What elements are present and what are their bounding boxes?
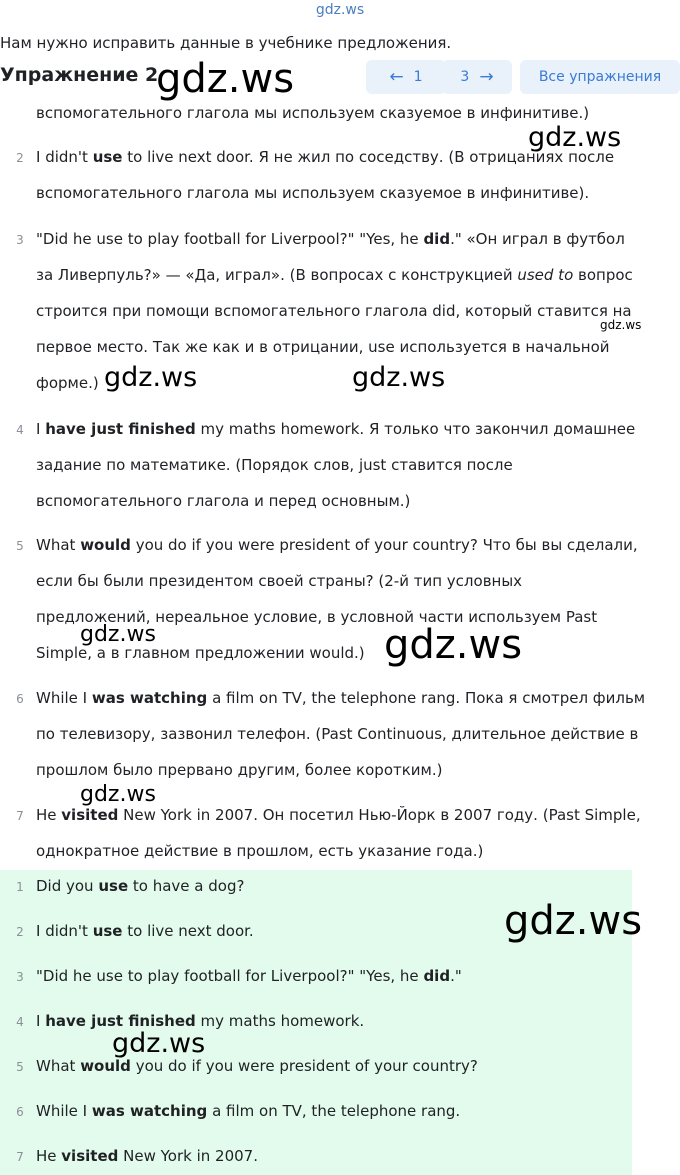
answer-line: Did you use to have a dog?: [36, 877, 245, 895]
watermark: gdz.ws: [600, 318, 642, 332]
item-number: 5: [16, 539, 24, 553]
explanation-line: прошлом было прервано другим, более коротким.): [36, 761, 443, 779]
explanation-line: What would you do if you were president of your country? Что бы вы сделали,: [36, 536, 638, 554]
answer-line: I didn't use to live next door.: [36, 922, 254, 940]
explanation-line: по телевизору, зазвонил телефон. (Past Continuous, длительное действие в: [36, 725, 639, 743]
answer-line: He visited New York in 2007.: [36, 1147, 258, 1165]
watermark: gdz.ws: [104, 362, 198, 393]
answer-number: 5: [16, 1060, 24, 1074]
intro-text: Нам нужно исправить данные в учебнике предложения.: [0, 34, 452, 52]
answer-line: I have just finished my maths homework.: [36, 1012, 365, 1030]
watermark: gdz.ws: [504, 898, 643, 944]
explanation-line: While I was watching a film on TV, the telephone rang. Пока я смотрел фильм: [36, 689, 646, 707]
item-number: 4: [16, 423, 24, 437]
answer-number: 3: [16, 970, 24, 984]
watermark: gdz.ws: [352, 362, 446, 393]
all-exercises-label: Все упражнения: [538, 69, 662, 85]
answer-number: 2: [16, 925, 24, 939]
answer-number: 4: [16, 1015, 24, 1029]
explanation-line: первое место. Так же как и в отрицании, use используется в начальной: [36, 338, 610, 356]
explanation-line: I didn't use to live next door. Я не жил по соседству. (В отрицаниях после: [36, 148, 615, 166]
item-number: 6: [16, 692, 24, 706]
explanation-line: однократное действие в прошлом, есть указание года.): [36, 842, 484, 860]
explanation-continued-line: вспомогательного глагола мы используем сказуемое в инфинитиве.): [36, 104, 590, 122]
answer-number: 6: [16, 1105, 24, 1119]
prev-exercise-label: 1: [413, 69, 423, 85]
explanation-line: He visited New York in 2007. Он посетил Нью-Йорк в 2007 году. (Past Simple,: [36, 806, 641, 824]
explanation-line: Simple, а в главном предложении would.): [36, 644, 365, 662]
watermark: gdz.ws: [80, 782, 156, 807]
explanation-line: задание по математике. (Порядок слов, just ставится после: [36, 456, 513, 474]
item-number: 3: [16, 233, 24, 247]
answer-number: 7: [16, 1150, 24, 1164]
watermark: gdz.ws: [156, 56, 295, 102]
explanation-line: вспомогательного глагола мы используем сказуемое в инфинитиве).: [36, 184, 590, 202]
item-number: 7: [16, 809, 24, 823]
watermark: gdz.ws: [384, 622, 523, 668]
answer-line: While I was watching a film on TV, the telephone rang.: [36, 1102, 461, 1120]
explanation-line: I have just finished my maths homework. Я только что закончил домашнее: [36, 420, 636, 438]
watermark: gdz.ws: [528, 122, 622, 153]
prev-exercise-button[interactable]: [366, 60, 446, 94]
answer-number: 1: [16, 880, 24, 894]
explanation-line: предложений, нереальное условие, в условной части используем Past: [36, 608, 598, 626]
arrow-left-icon: ←: [389, 66, 404, 87]
watermark: gdz.ws: [112, 1028, 206, 1059]
item-number: 2: [16, 151, 24, 165]
explanation-line: строится при помощи вспомогательного глагола did, который ставится на: [36, 302, 632, 320]
page-title: Упражнение 2: [0, 64, 159, 86]
next-exercise-button[interactable]: [442, 60, 512, 94]
all-exercises-button[interactable]: [520, 60, 680, 94]
explanation-line: форме.): [36, 374, 99, 392]
next-exercise-label: 3: [460, 69, 470, 85]
answer-line: What would you do if you were president of your country?: [36, 1057, 478, 1075]
explanation-line: за Ливерпуль?» — «Да, играл». (В вопросах с конструкцией used to вопрос: [36, 266, 633, 284]
explanation-line: "Did he use to play football for Liverpool?" "Yes, he did." «Он играл в футбол: [36, 230, 625, 248]
watermark: gdz.ws: [80, 622, 156, 647]
arrow-right-icon: →: [479, 66, 494, 87]
explanation-line: если бы были президентом своей страны? (2-й тип условных: [36, 572, 523, 590]
answer-line: "Did he use to play football for Liverpool?" "Yes, he did.": [36, 967, 462, 985]
site-watermark-top: gdz.ws: [315, 2, 365, 18]
explanation-line: вспомогательного глагола и перед основным.): [36, 492, 411, 510]
